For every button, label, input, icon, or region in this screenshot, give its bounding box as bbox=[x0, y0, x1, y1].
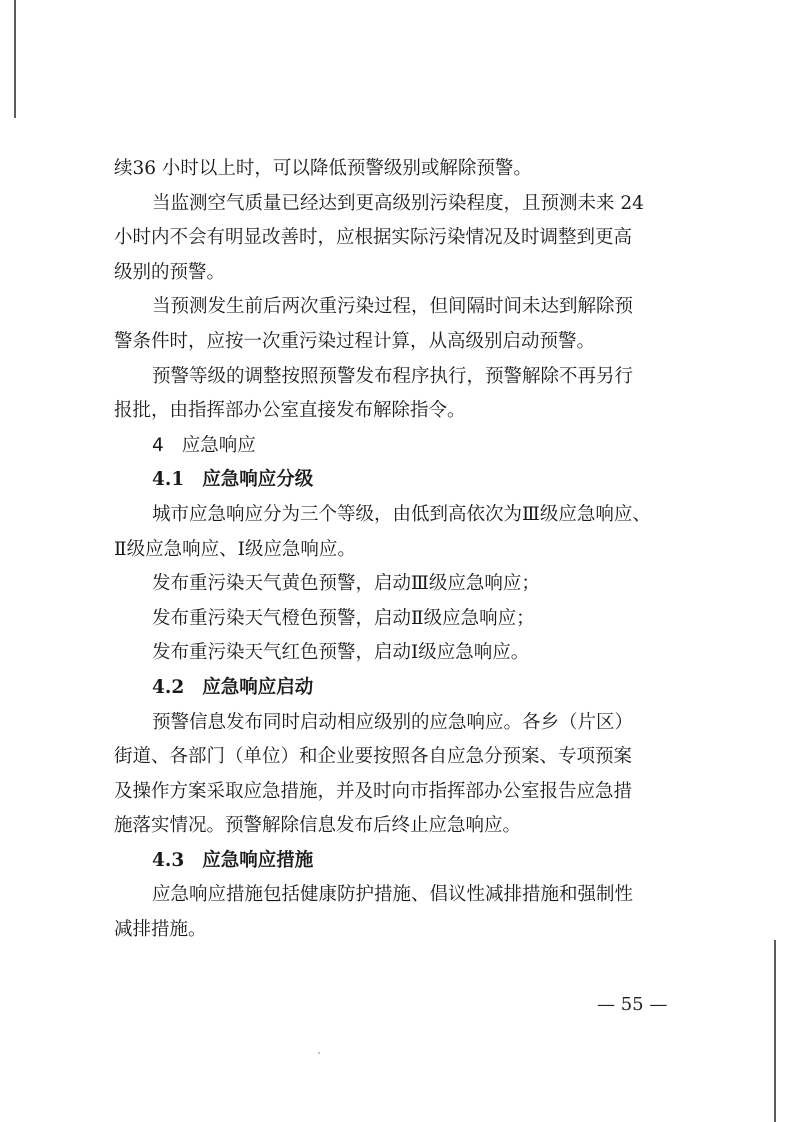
text-line: 续36 小时以上时，可以降低预警级别或解除预警。 bbox=[114, 158, 532, 179]
section-number: 4.2 bbox=[152, 676, 185, 698]
text-line: 当监测空气质量已经达到更高级别污染程度，且预测未来 24 bbox=[152, 192, 644, 214]
text-line: 街道、各部门（单位）和企业要按照各自应急分预案、专项预案 bbox=[114, 746, 633, 768]
text-line: 及操作方案采取应急措施，并及时向市指挥部办公室报告应急措 bbox=[114, 780, 633, 802]
section-title: 应急响应启动 bbox=[202, 676, 314, 698]
text-line: 发布重污染天气红色预警，启动Ⅰ级应急响应。 bbox=[152, 642, 530, 664]
text-line: 警条件时，应按一次重污染过程计算，从高级别启动预警。 bbox=[114, 330, 596, 352]
section-heading-4-2 bbox=[114, 671, 696, 706]
text-line: 城市应急响应分为三个等级，由低到高依次为Ⅲ级应急响应、 bbox=[152, 503, 651, 525]
text-line: 减排措施。 bbox=[114, 919, 207, 941]
section-number: 4.1 bbox=[152, 469, 185, 491]
text-line: Ⅱ级应急响应、Ⅰ级应急响应。 bbox=[114, 538, 356, 560]
document-body bbox=[114, 152, 696, 948]
section-number: 4 bbox=[152, 434, 164, 456]
text-line: 预警等级的调整按照预警发布程序执行，预警解除不再另行 bbox=[152, 365, 634, 387]
section-title: 应急响应分级 bbox=[202, 469, 314, 491]
text-line: 发布重污染天气黄色预警，启动Ⅲ级应急响应； bbox=[152, 573, 540, 595]
section-heading-4-1 bbox=[114, 463, 696, 498]
scan-edge-right bbox=[774, 940, 776, 1122]
page-number: — 55 — bbox=[597, 994, 668, 1015]
section-heading-4-3 bbox=[114, 844, 696, 879]
text-line: 当预测发生前后两次重污染过程，但间隔时间未达到解除预 bbox=[152, 296, 634, 318]
section-number: 4.3 bbox=[152, 849, 185, 871]
text-line: 预警信息发布同时启动相应级别的应急响应。各乡（片区） bbox=[152, 711, 634, 733]
section-title: 应急响应 bbox=[181, 434, 256, 456]
text-line: 应急响应措施包括健康防护措施、倡议性减排措施和强制性 bbox=[152, 884, 634, 906]
text-line: 发布重污染天气橙色预警，启动Ⅱ级应急响应； bbox=[152, 607, 535, 629]
section-title: 应急响应措施 bbox=[202, 849, 314, 871]
text-line: 施落实情况。预警解除信息发布后终止应急响应。 bbox=[114, 815, 522, 837]
text-line: 级别的预警。 bbox=[114, 261, 226, 283]
scan-edge-left bbox=[14, 0, 16, 118]
text-line: 报批，由指挥部办公室直接发布解除指令。 bbox=[114, 400, 466, 422]
scan-speck bbox=[318, 1052, 320, 1054]
section-heading-4 bbox=[114, 429, 696, 464]
text-line: 小时内不会有明显改善时，应根据实际污染情况及时调整到更高 bbox=[114, 227, 633, 249]
